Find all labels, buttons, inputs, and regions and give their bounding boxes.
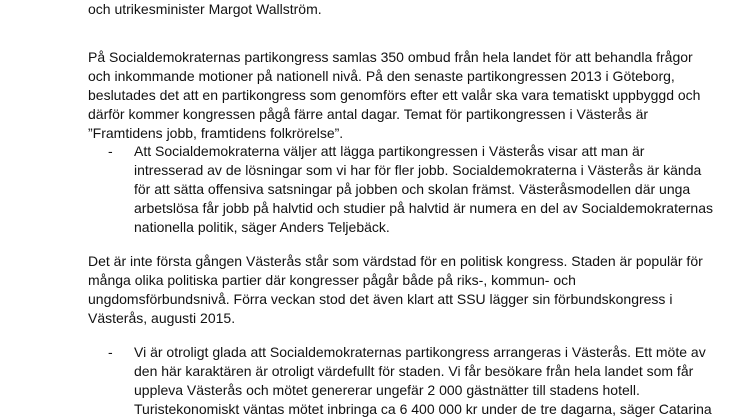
text-line: ungdomsförbundsnivå. Förra veckan stod det även klart att SSU lägger sin förbundskongress i bbox=[88, 291, 673, 307]
text-line: Vi är otroligt glada att Socialdemokraternas partikongress arrangeras i Västerås. Ett möte av bbox=[134, 344, 706, 360]
quote-text bbox=[134, 343, 712, 419]
text-line: På Socialdemokraternas partikongress samlas 350 ombud från hela landet för att behandla frågor bbox=[88, 49, 693, 65]
text-line: Det är inte första gången Västerås står som värdstad för en politisk kongress. Staden är populär för bbox=[88, 253, 703, 269]
text-line: arbetslösa får jobb på halvtid och studier på halvtid är numera en del av Socialdemokraternas bbox=[134, 200, 713, 216]
text-line: för att sätta offensiva satsningar på jobben och skolan främst. Västeråsmodellen där unga bbox=[134, 181, 691, 197]
top-fragment bbox=[88, 0, 668, 19]
paragraph-host-city bbox=[88, 252, 703, 328]
text-line: Västerås, augusti 2015. bbox=[88, 310, 236, 326]
text-line: intresserad av de lösningar som vi har för fler jobb. Socialdemokraterna i Västerås är kända bbox=[134, 162, 702, 178]
text-line: och inkommande motioner på nationell nivå. På den senaste partikongressen 2013 i Göteborg, bbox=[88, 68, 675, 84]
text-line: och utrikesminister Margot Wallström. bbox=[88, 1, 322, 17]
text-line: därför kommer kongressen pågå färre antal dagar. Temat för partikongressen i Västerås är bbox=[88, 106, 649, 122]
text-line: nationella politik, säger Anders Teljebäck. bbox=[134, 219, 390, 235]
text-line: många olika politiska partier där kongresser pågår både på riks-, kommun- och bbox=[88, 272, 576, 288]
text-line: beslutades det att en partikongress som genomförs efter ett valår ska vara tematiskt uppbyggd och bbox=[88, 87, 701, 103]
text-line: Turistekonomiskt väntas mötet inbringa ca 6 400 000 kr under de tre dagarna, säger Catarina bbox=[134, 401, 712, 417]
dash-marker: - bbox=[108, 344, 113, 360]
paragraph-congress bbox=[88, 48, 701, 143]
text-line: ”Framtidens jobb, framtidens folkrörelse”. bbox=[88, 125, 344, 141]
quote-text bbox=[134, 142, 713, 237]
text-line: Att Socialdemokraterna väljer att lägga partikongressen i Västerås visar att man är bbox=[134, 143, 645, 159]
dash-marker: - bbox=[108, 143, 113, 159]
text-line: uppleva Västerås och mötet genererar ungefär 2 000 gästnätter till stadens hotell. bbox=[134, 382, 640, 398]
text-line: den här karaktären är otroligt värdefullt för staden. Vi får besökare från hela landet som får bbox=[134, 363, 694, 379]
